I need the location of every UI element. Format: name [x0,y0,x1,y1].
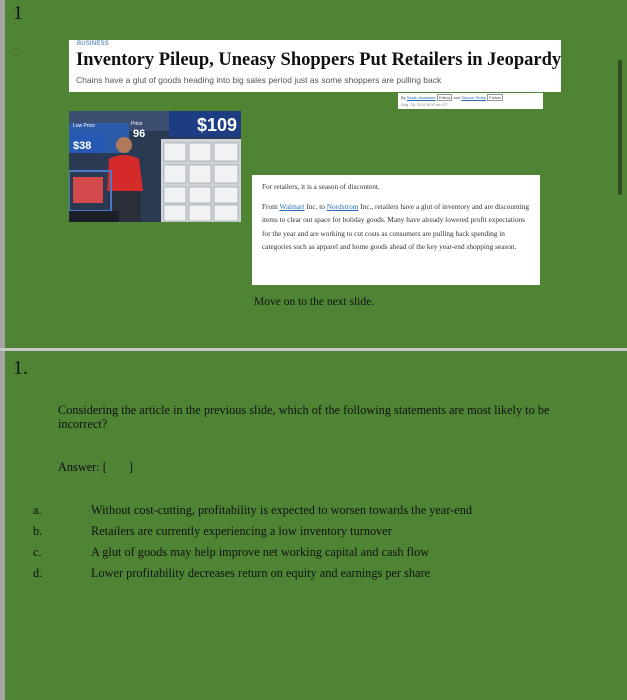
option-a-text: Without cost-cutting, profitability is expected to worsen towards the year-end [91,503,473,517]
option-b-text: Retailers are currently experiencing a low inventory turnover [91,524,392,538]
follow-button-2[interactable]: Follow [489,95,501,100]
article-photo [69,111,241,222]
answer-label: Answer: [ [58,460,107,474]
option-d-letter: d. [33,566,43,580]
sign-label-1: Price [131,121,143,127]
price-sign-mid: 96 [133,128,146,140]
sign-label-2: Low Price [73,123,95,129]
section-tag: BUSINESS [77,41,109,47]
follow-button-1[interactable]: Follow [438,95,451,100]
article-paragraph-2 [262,200,532,253]
paragraph-2-rest: Inc., retailers have a glut of inventory and are discounting items to clear out space for holiday goods. Many have already lowered profit expectations for the year and are working to cut costs as consumers are pulling back spending in categories such as apparel and home goods ahead of the key year-end shopping season. [262,202,530,251]
bullet-dot: . [15,42,17,51]
option-b-letter: b. [33,524,43,538]
slide-number: 1 [13,2,23,24]
byline-and: and [453,95,461,100]
author-link-2[interactable]: Sharon Terlep [461,95,487,100]
paragraph-2-from: From [262,202,278,211]
article-byline [398,93,543,109]
nordstrom-link[interactable]: Nordstrom [326,202,359,211]
shopper-store-image [69,111,241,222]
price-sign-left: $38 [73,140,92,152]
question-text: Considering the article in the previous slide, which of the following statements are most likely to be incorrect? [58,403,550,431]
article-date: Aug. 28, 2022 8:00 am ET [401,102,448,107]
move-on-instruction: Move on to the next slide. [254,296,375,308]
article-body [252,175,540,285]
byline-prefix: By [401,95,406,100]
question-number: 1. [13,357,28,379]
scrollbar[interactable] [618,60,622,195]
option-a-letter: a. [33,503,42,517]
walmart-link[interactable]: Walmart [279,202,305,211]
price-sign-big: $109 [196,115,237,135]
article-header [69,40,561,92]
answer-close: ] [128,460,133,474]
article-paragraph-1: For retailers, it is a season of discontent. [262,182,380,191]
slide-2 [0,351,627,700]
article-headline: Inventory Pileup, Uneasy Shoppers Put Retailers in Jeopardy [76,50,562,70]
option-c-text: A glut of goods may help improve net working capital and cash flow [91,545,430,559]
option-d-text: Lower profitability decreases return on equity and earnings per share [91,566,431,580]
article-subhead: Chains have a glut of goods heading into big sales period just as some shoppers are pulling back [76,75,442,85]
slide-1 [0,0,627,348]
option-c-letter: c. [33,545,42,559]
answer-field[interactable] [58,460,133,475]
author-link-1[interactable]: Sarah Nassauer [406,95,436,100]
paragraph-2-mid: Inc. to [306,202,325,211]
